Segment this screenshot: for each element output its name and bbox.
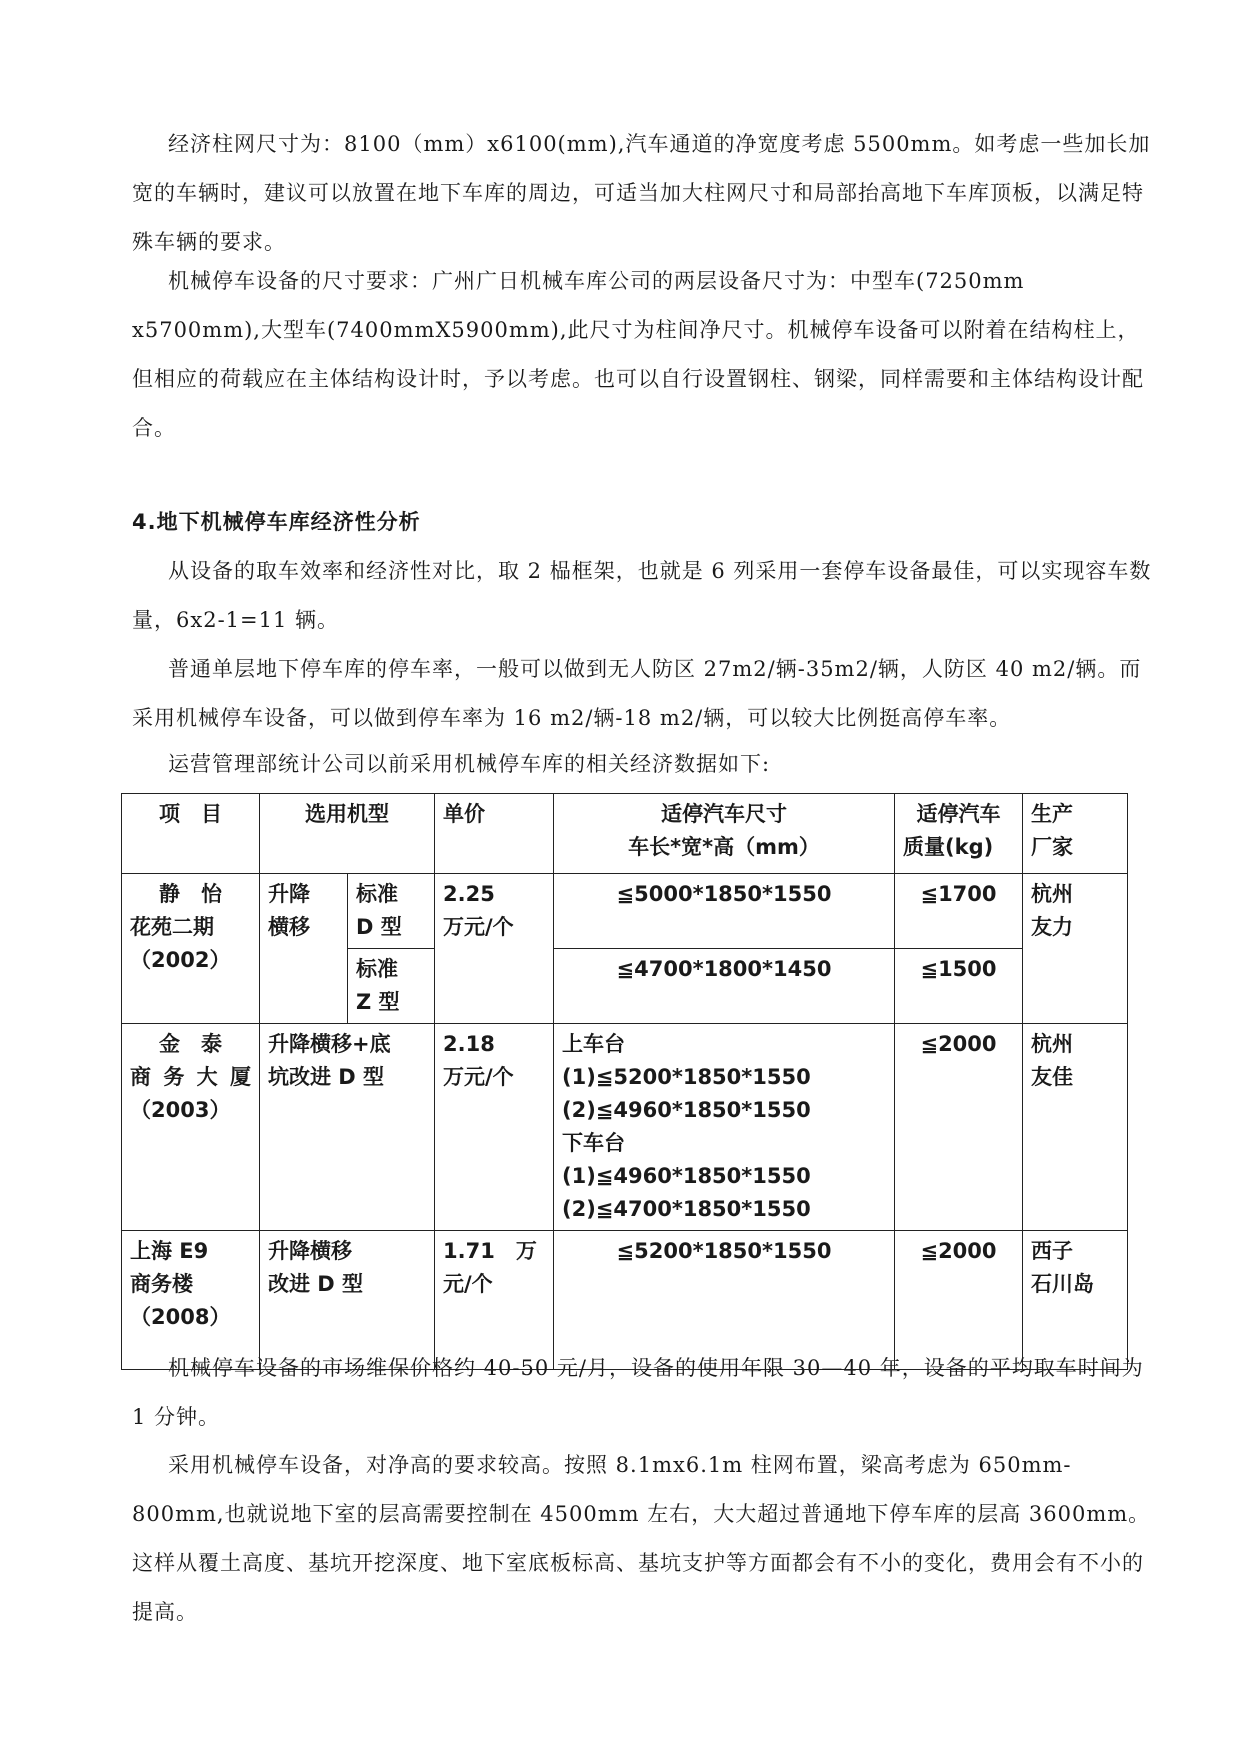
row3-model-line2: 改进 D 型 (268, 1272, 364, 1296)
row1-model (260, 874, 348, 1024)
row3-project-line1: 上海 E9 (130, 1239, 209, 1263)
row1-model-line1: 升降 (268, 882, 310, 906)
header-mass-line1: 适停汽车 (916, 802, 1001, 826)
header-model-text: 选用机型 (305, 802, 389, 826)
row3-model-line1: 升降横移 (268, 1239, 352, 1263)
header-size-line1: 适停汽车尺寸 (661, 802, 787, 826)
row2-size-line6: (2)≦4700*1850*1550 (562, 1197, 811, 1221)
row1-project-line2: 花苑二期 (130, 915, 214, 939)
row2-size-line5: (1)≦4960*1850*1550 (562, 1164, 811, 1188)
row1-mass1 (895, 874, 1023, 949)
row1-maker-line1: 杭州 (1031, 882, 1073, 906)
row1-maker-line2: 友力 (1031, 915, 1073, 939)
row2-size (554, 1024, 895, 1231)
row2-size-line2: (1)≦5200*1850*1550 (562, 1065, 811, 1089)
row1-mass1-text: ≦1700 (920, 882, 997, 906)
row1-size2 (554, 949, 895, 1024)
row2-size-line1: 上车台 (562, 1032, 625, 1056)
row2-maker (1023, 1024, 1128, 1231)
header-mass (895, 794, 1023, 874)
header-maker-line2: 厂家 (1031, 835, 1073, 859)
row2-maker-line1: 杭州 (1031, 1032, 1073, 1056)
row3-maker-line1: 西子 (1031, 1239, 1073, 1263)
row2-project-line1: 金 泰 (159, 1032, 222, 1056)
row1-model-line2: 横移 (268, 915, 310, 939)
row3-project-line2: 商务楼 (130, 1272, 193, 1296)
header-maker (1023, 794, 1128, 874)
row3-price-line2: 元/个 (443, 1272, 493, 1296)
header-mass-line2: 质量(kg) (903, 835, 994, 859)
table-row (122, 874, 1128, 949)
row3-size-text: ≦5200*1850*1550 (616, 1239, 832, 1263)
row1-sub2 (348, 949, 435, 1024)
row2-price (435, 1024, 554, 1231)
row2-size-line4: 下车台 (562, 1131, 625, 1155)
table-header-row (122, 794, 1128, 874)
row1-size1-text: ≦5000*1850*1550 (616, 882, 832, 906)
row2-project-line2: 商务大厦 (130, 1065, 251, 1089)
header-project (122, 794, 260, 874)
row1-sub1-line1: 标准 (356, 882, 398, 906)
row3-maker-line2: 石川岛 (1031, 1272, 1094, 1296)
paragraph-column-grid: 经济柱网尺寸为：8100（mm）x6100(mm),汽车通道的净宽度考虑 5500mm。如考虑一些加长加宽的车辆时，建议可以放置在地下车库的周边，可适当加大柱网尺寸和局部抬高地下车库顶板，以满足特殊车辆的要求。 (132, 132, 1151, 254)
row1-price (435, 874, 554, 1024)
row2-price-line2: 万元/个 (443, 1065, 514, 1089)
header-price (435, 794, 554, 874)
row1-project (122, 874, 260, 1024)
paragraph-efficiency: 从设备的取车效率和经济性对比，取 2 榀框架，也就是 6 列采用一套停车设备最佳，可以实现容车数量，6x2-1=11 辆。 (132, 559, 1152, 632)
row2-model-line1: 升降横移+底 (268, 1032, 391, 1056)
row1-sub2-line2: Z 型 (356, 990, 400, 1014)
row1-mass2-text: ≦1500 (920, 957, 997, 981)
header-model (260, 794, 435, 874)
header-size-line2: 车长*宽*高（mm） (628, 835, 820, 859)
economic-data-table (121, 793, 1128, 1370)
row1-price-line2: 万元/个 (443, 915, 514, 939)
paragraph-equipment-size: 机械停车设备的尺寸要求：广州广日机械车库公司的两层设备尺寸为：中型车(7250mm x5700mm),大型车(7400mmX5900mm),此尺寸为柱间净尺寸。机械停车设备可以附着在结构柱上，但相应的荷载应在主体结构设计时，予以考虑。也可以自行设置钢柱、钢梁，同样需要和主体结构设计配合。 (132, 269, 1144, 440)
row2-mass (895, 1024, 1023, 1231)
row2-project-line3: （2003） (130, 1098, 231, 1122)
header-price-text: 单价 (443, 802, 485, 826)
row2-model-line2: 坑改进 D 型 (268, 1065, 385, 1089)
row3-project-line3: （2008） (130, 1305, 231, 1329)
row2-project (122, 1024, 260, 1231)
section-heading: 4.地下机械停车库经济性分析 (132, 510, 421, 534)
row1-size2-text: ≦4700*1800*1450 (616, 957, 832, 981)
row2-maker-line2: 友佳 (1031, 1065, 1073, 1089)
header-size (554, 794, 895, 874)
row2-price-line1: 2.18 (443, 1032, 495, 1056)
header-maker-line1: 生产 (1031, 802, 1073, 826)
row2-model (260, 1024, 435, 1231)
row2-size-line3: (2)≦4960*1850*1550 (562, 1098, 811, 1122)
table-row (122, 1024, 1128, 1231)
row1-sub1-line2: D 型 (356, 915, 402, 939)
row3-price-line1: 1.71 万 (443, 1239, 537, 1263)
row2-mass-text: ≦2000 (920, 1032, 997, 1056)
row1-project-line3: （2002） (130, 948, 231, 972)
paragraph-maintenance: 机械停车设备的市场维保价格约 40-50 元/月，设备的使用年限 30—40 年，设备的平均取车时间为 1 分钟。 (132, 1356, 1144, 1429)
row1-mass2 (895, 949, 1023, 1024)
row1-size1 (554, 874, 895, 949)
row1-price-line1: 2.25 (443, 882, 495, 906)
row3-mass-text: ≦2000 (920, 1239, 997, 1263)
paragraph-table-intro: 运营管理部统计公司以前采用机械停车库的相关经济数据如下: (168, 752, 771, 776)
header-project-text: 项 目 (159, 802, 222, 826)
row1-sub1 (348, 874, 435, 949)
paragraph-clear-height: 采用机械停车设备，对净高的要求较高。按照 8.1mx6.1m 柱网布置，梁高考虑为 650mm-800mm,也就说地下室的层高需要控制在 4500mm 左右，大大超过普通地下停车库的层高 3600mm。这样从覆土高度、基坑开挖深度、地下室底板标高、基坑支护等方面都会有不小的变化，费用会有不小的提高。 (132, 1453, 1151, 1624)
row1-maker (1023, 874, 1128, 1024)
row1-sub2-line1: 标准 (356, 957, 398, 981)
paragraph-parking-rate: 普通单层地下停车库的停车率，一般可以做到无人防区 27m2/辆-35m2/辆，人防区 40 m2/辆。而采用机械停车设备，可以做到停车率为 16 m2/辆-18 m2/辆，可以较大比例挺高停车率。 (132, 657, 1142, 730)
row1-project-line1: 静 怡 (159, 882, 222, 906)
